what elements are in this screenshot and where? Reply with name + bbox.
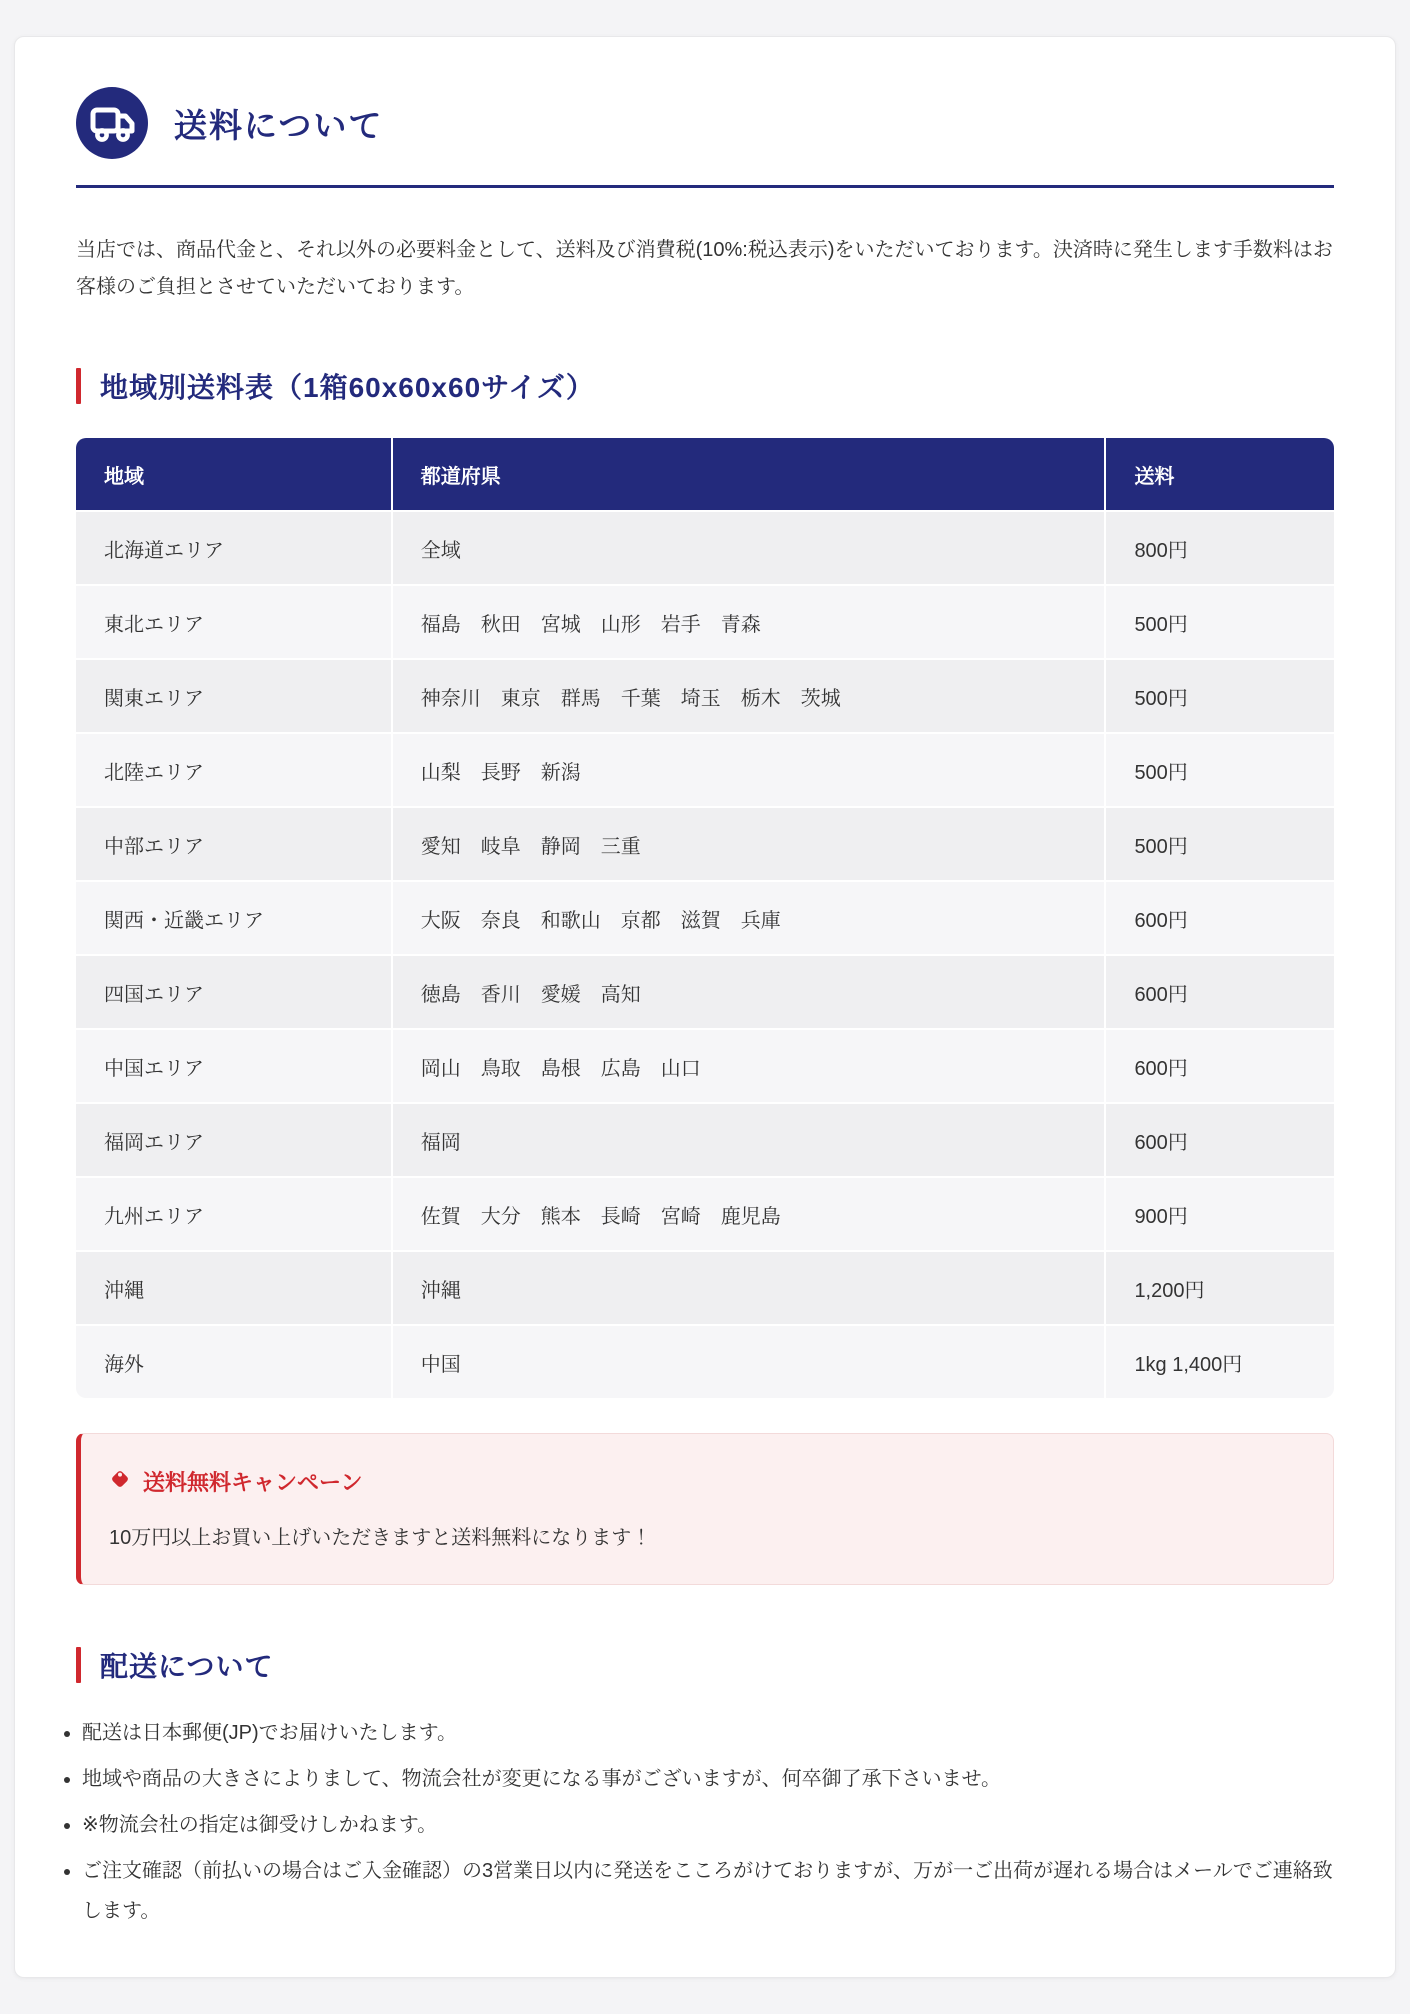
campaign-title: 送料無料キャンペーン — [143, 1470, 363, 1495]
list-item: • ご注文確認（前払いの場合はご入金確認）の3営業日以内に発送をこころがけておりますが、万が一ご出荷が遅れる場合はメールでご連絡致します。 — [82, 1851, 1334, 1931]
truck-icon — [76, 87, 148, 159]
table-row — [76, 1029, 1334, 1103]
header-divider — [76, 185, 1334, 188]
campaign-body: 10万円以上お買い上げいただきますと送料無料になります！ — [109, 1527, 652, 1549]
prefectures-cell: 全域 — [392, 511, 1106, 585]
region-cell: 四国エリア — [76, 955, 392, 1029]
prefectures-cell: 福島 秋田 宮城 山形 岩手 青森 — [392, 585, 1106, 659]
section-accent-bar — [76, 1647, 81, 1683]
fee-cell: 600円 — [1105, 955, 1334, 1029]
column-header-prefectures: 都道府県 — [392, 438, 1106, 511]
table-row — [76, 1177, 1334, 1251]
region-cell: 東北エリア — [76, 585, 392, 659]
intro-paragraph: 当店では、商品代金と、それ以外の必要料金として、送料及び消費税(10%:税込表示)をいただいております。決済時に発生します手数料はお客様のご負担とさせていただいております。 — [76, 239, 1333, 298]
region-cell: 沖縄 — [76, 1251, 392, 1325]
table-row — [76, 1251, 1334, 1325]
prefectures-cell: 山梨 長野 新潟 — [392, 733, 1106, 807]
region-cell: 北海道エリア — [76, 511, 392, 585]
prefectures-cell: 岡山 鳥取 島根 広島 山口 — [392, 1029, 1106, 1103]
region-cell: 中国エリア — [76, 1029, 392, 1103]
list-item: • 配送は日本郵便(JP)でお届けいたします。 — [82, 1713, 1334, 1753]
fee-cell: 1kg 1,400円 — [1105, 1325, 1334, 1398]
list-item: • 地域や商品の大きさによりまして、物流会社が変更になる事がございますが、何卒御了承下さいませ。 — [82, 1759, 1334, 1799]
table-row — [76, 807, 1334, 881]
table-row — [76, 881, 1334, 955]
fee-cell: 900円 — [1105, 1177, 1334, 1251]
section-accent-bar — [76, 368, 81, 404]
prefectures-cell: 徳島 香川 愛媛 高知 — [392, 955, 1106, 1029]
table-row — [76, 585, 1334, 659]
region-cell: 福岡エリア — [76, 1103, 392, 1177]
delivery-info-list — [58, 1713, 1334, 1931]
prefectures-cell: 福岡 — [392, 1103, 1106, 1177]
prefectures-cell: 沖縄 — [392, 1251, 1106, 1325]
table-row — [76, 733, 1334, 807]
page-title: 送料について — [174, 106, 384, 144]
prefectures-cell: 中国 — [392, 1325, 1106, 1398]
region-cell: 関西・近畿エリア — [76, 881, 392, 955]
free-shipping-campaign-box — [76, 1433, 1334, 1585]
fee-cell: 800円 — [1105, 511, 1334, 585]
column-header-fee: 送料 — [1105, 438, 1334, 511]
fee-cell: 1,200円 — [1105, 1251, 1334, 1325]
prefectures-cell: 大阪 奈良 和歌山 京都 滋賀 兵庫 — [392, 881, 1106, 955]
shipping-fee-table — [76, 438, 1334, 1398]
table-row — [76, 955, 1334, 1029]
prefectures-cell: 愛知 岐阜 静岡 三重 — [392, 807, 1106, 881]
section-title-delivery — [76, 1645, 1334, 1685]
region-cell: 北陸エリア — [76, 733, 392, 807]
table-header-row — [76, 438, 1334, 511]
page-header — [76, 87, 1334, 159]
fee-cell: 600円 — [1105, 1103, 1334, 1177]
region-cell: 九州エリア — [76, 1177, 392, 1251]
fee-cell: 500円 — [1105, 585, 1334, 659]
list-item: • ※物流会社の指定は御受けしかねます。 — [82, 1805, 1334, 1845]
table-row — [76, 659, 1334, 733]
tag-icon — [109, 1468, 131, 1496]
campaign-title-row — [109, 1466, 1305, 1497]
region-cell: 海外 — [76, 1325, 392, 1398]
prefectures-cell: 神奈川 東京 群馬 千葉 埼玉 栃木 茨城 — [392, 659, 1106, 733]
prefectures-cell: 佐賀 大分 熊本 長崎 宮崎 鹿児島 — [392, 1177, 1106, 1251]
column-header-region: 地域 — [76, 438, 392, 511]
fee-cell: 500円 — [1105, 733, 1334, 807]
section-title-text: 地域別送料表（1箱60x60x60サイズ） — [100, 372, 595, 403]
content-card — [14, 36, 1396, 1978]
fee-cell: 600円 — [1105, 1029, 1334, 1103]
table-row — [76, 511, 1334, 585]
fee-cell: 500円 — [1105, 807, 1334, 881]
section-title-shipping-table — [76, 366, 1334, 406]
region-cell: 中部エリア — [76, 807, 392, 881]
table-row — [76, 1103, 1334, 1177]
shipping-fee-table-wrapper — [76, 438, 1334, 1398]
section-title-text: 配送について — [100, 1651, 274, 1682]
fee-cell: 600円 — [1105, 881, 1334, 955]
table-row — [76, 1325, 1334, 1398]
region-cell: 関東エリア — [76, 659, 392, 733]
fee-cell: 500円 — [1105, 659, 1334, 733]
